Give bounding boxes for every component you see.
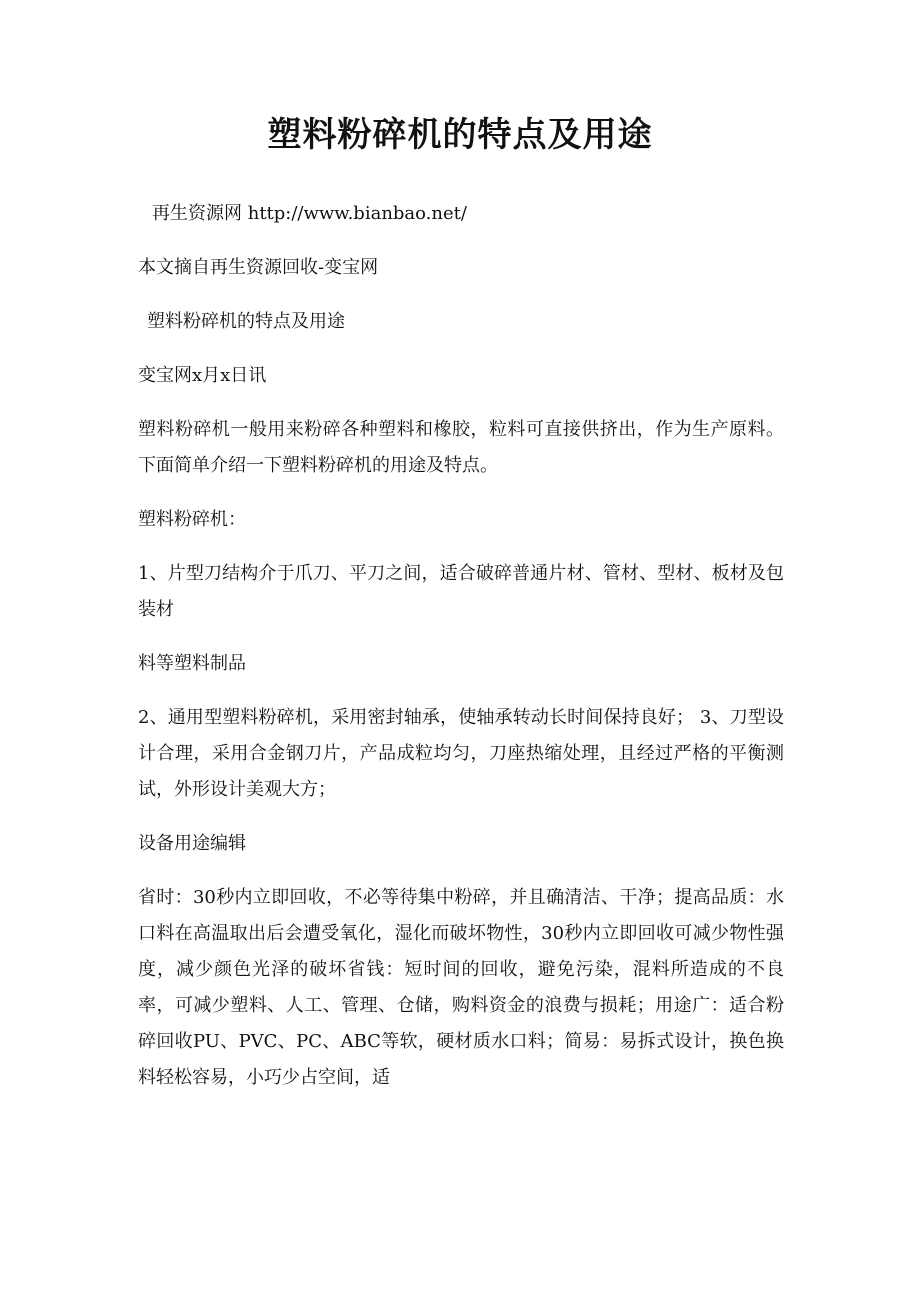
dateline: 变宝网x月x日讯	[138, 365, 267, 386]
point-1-continuation: 料等塑料制品	[138, 653, 246, 674]
intro-paragraph: 塑料粉碎机一般用来粉碎各种塑料和橡胶，粒料可直接供挤出，作为生产原料。下面简单介绍一下塑料粉碎机的用途及特点。	[138, 419, 784, 476]
source-line: 再生资源网 http://www.bianbao.net/	[152, 203, 467, 224]
section-heading: 塑料粉碎机：	[138, 509, 246, 530]
point-1-paragraph: 1、片型刀结构介于爪刀、平刀之间，适合破碎普通片材、管材、型材、板材及包装材	[138, 563, 784, 620]
document-body	[138, 196, 784, 1114]
usage-heading: 设备用途编辑	[138, 833, 246, 854]
excerpt-line: 本文摘自再生资源回收-变宝网	[138, 257, 379, 278]
point-2-3-paragraph: 2、通用型塑料粉碎机，采用密封轴承，使轴承转动长时间保持良好； 3、刀型设计合理，采用合金钢刀片，产品成粒均匀，刀座热缩处理，且经过严格的平衡测试，外形设计美观大方；	[138, 707, 784, 800]
document-title: 塑料粉碎机的特点及用途	[267, 115, 653, 155]
usage-paragraph: 省时：30秒内立即回收，不必等待集中粉碎，并且确清洁、干净；提高品质：水口料在高温取出后会遭受氧化，湿化而破坏物性，30秒内立即回收可减少物性强度，减少颜色光泽的破坏省钱：短时间的回收，避免污染，混料所造成的不良率，可减少塑料、人工、管理、仓储，购料资金的浪费与损耗；用途广：适合粉碎回收PU、PVC、PC、ABC等软，硬材质水口料；简易：易拆式设计，换色换料轻松容易，小巧少占空间，适	[138, 887, 784, 1088]
subtitle-line: 塑料粉碎机的特点及用途	[147, 311, 345, 332]
